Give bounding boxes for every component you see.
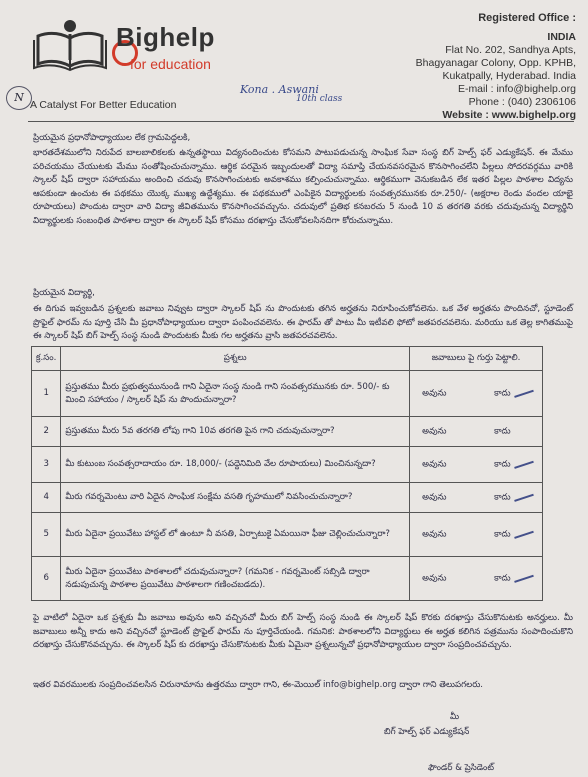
row-question: ప్రస్తుతము మీరు ప్రభుత్వమునుండి గాని ఏదైనా సంస్థ నుండి గాని సంవత్సరమునకు రూ. 500/- కు మించి సహాయం / స్కాలర్ షిప్ ను పొందుచున్నారా? xyxy=(61,371,410,417)
signoff-yours: మీ xyxy=(450,712,460,722)
header-serial: క్ర.సం. xyxy=(32,347,61,371)
answer-no-option[interactable]: కాదు xyxy=(494,388,511,398)
row-answer-cell xyxy=(410,447,543,483)
address-line: Bhagyanagar Colony, Opp. KPHB, xyxy=(415,57,576,69)
bighelp-logo-icon xyxy=(30,16,110,74)
tagline: A Catalyst For Better Education xyxy=(30,99,177,111)
header-questions: ప్రశ్నలు xyxy=(61,347,410,371)
address-line: Kukatpally, Hyderabad. India xyxy=(442,70,576,82)
table-row xyxy=(32,483,543,513)
circled-letter-mark: N xyxy=(6,86,32,110)
answer-yes-option[interactable]: అవును xyxy=(422,573,447,583)
answer-yes-option[interactable]: అవును xyxy=(422,529,447,539)
row-question: మీరు ఏదైనా ప్రయివేటు హాస్టల్ లో ఉంటూ నీ వసతి, ఏర్పాటుకై ఏమయినా ఫీజు చెల్లించుచున్నారా? xyxy=(61,513,410,557)
table-row xyxy=(32,417,543,447)
row-serial: 2 xyxy=(32,417,61,447)
answer-no-option[interactable]: కాదు xyxy=(494,492,511,502)
signoff-title: ఫౌండర్ & ప్రెసిడెంట్ xyxy=(428,763,494,773)
answer-yes-option[interactable]: అవును xyxy=(422,492,447,502)
tick-mark-icon xyxy=(514,460,534,468)
answer-no-option[interactable]: కాదు xyxy=(494,529,511,539)
salutation-student: ప్రియమైన విద్యార్థి, xyxy=(33,288,95,298)
phone-line: Phone : (040) 2306106 xyxy=(468,96,576,108)
row-question: మీరు ఏదైనా ప్రయివేటు పాఠశాలలో చదువుచున్నారా? (గమనిక - గవర్నమెంట్ సబ్సిడి ద్వారా నడుపుచున్న పాఠశాల ప్రయివేటు పాఠశాలగా గణించబడదు). xyxy=(61,557,410,601)
registered-office-label: Registered Office : xyxy=(478,12,576,24)
row-serial: 5 xyxy=(32,513,61,557)
registered-office-block xyxy=(416,12,576,122)
answer-yes-option[interactable]: అవును xyxy=(422,459,447,469)
brand-subtitle: for education xyxy=(130,56,211,72)
handwritten-name: Kona . Aswani xyxy=(240,83,319,96)
brand-name: Bighelp xyxy=(116,22,215,52)
header-divider xyxy=(28,121,574,122)
row-answer-cell xyxy=(410,371,543,417)
eligibility-table xyxy=(31,346,543,601)
address-line: INDIA xyxy=(547,31,576,43)
answer-yes-option[interactable]: అవును xyxy=(422,388,447,398)
address-line: Flat No. 202, Sandhya Apts, xyxy=(445,44,576,56)
row-question: మీ కుటుంబ సంవత్సరాదాయం రూ. 18,000/- (పద్దెనిమిది వేల రూపాయలు) మించినున్నదా? xyxy=(61,447,410,483)
intro-paragraph: భారతదేశములోని నిరుపేద బాలబాలికలకు ఉన్నతస్థాయి విద్యనందించుట కోసమని పాటుపడుచున్న సాంఘిక సేవా సంస్థ బిగ్ హెల్ప్ ఫర్ ఎడ్యుకేషన్. ఈ మేము పరిచయము చేయుటకు మేము సంతోషించుచున్నాము. ఆర్థిక పరమైన ఇబ్బందులతో విద్యా సమాప్తి చేయనవసరమైన కొనసాగించలేని పిల్లలు సోదరవర్గము వారికి స్కాలర్ షిప్ ద్వారా సహాయము అందించి చదువు కొనసాగించుటకు అవకాశము కల్పించుచున్నాము. ఆర్థికముగా వెనుకబడిన లేక ఇతర పిల్లల పాఠశాల విద్యను ఆపకుండా ఉంచుట ఈ పథకము యొక్క ముఖ్య ఉద్దేశ్యము. ఈ పథకములో ఎంపికైన విద్యార్థులకు సంవత్సరమునకు రూ.250/- (అక్షరాల రెండు వందల యాభై రూపాయలు) పొందుట ద్వారా వారి విద్యా జీవితమును కొనసాగించవచ్చును. చదువులో ప్రతిభ కనబరచు 5 నుండి 10 వ తరగతి వరకు చదువుచున్న విద్యార్థిని విద్యార్థులకు సంబంధిత పాఠశాల ద్వారా ఈ స్కాలర్ షిప్ కోసము దరఖాస్తు చేసుకోవలసినదిగా కోరుచున్నాము. xyxy=(33,148,573,226)
table-row xyxy=(32,513,543,557)
tick-mark-icon xyxy=(514,493,534,501)
instructions-paragraph: ఈ దిగువ ఇవ్వబడిన ప్రశ్నలకు జవాబు నివ్వుట ద్వారా స్కాలర్ షిప్ ను పొందుటకు తగిన అర్హతను నిరూపించుకోవలెను. ఒక వేళ అర్హతను పొందినచో, స్టూడెంట్ ప్రొఫైల్ ఫారమ్ ను పూర్తి చేసి మీ ప్రధానోపాధ్యాయుల ద్వారా పంపించవలెను. ఈ ఫారమ్ తో పాటు మీ ఇటీవలి ఫోటో జతపరచవలెను. మరియు ఒక తెల్ల కాగితముపై ఈ స్కాలర్ షిప్ బిగ్ హెల్ప్ సంస్థ నుండి పొందుటకు మీకు గల అర్హతను వ్రాసి జతపరచవలెను. xyxy=(33,304,573,342)
table-header-row xyxy=(32,347,543,371)
answer-yes-option[interactable]: అవును xyxy=(422,426,447,436)
signoff-organisation: బిగ్ హెల్ప్ ఫర్ ఎడ్యుకేషన్ xyxy=(384,727,470,737)
answer-no-option[interactable]: కాదు xyxy=(494,426,511,436)
row-answer-cell xyxy=(410,557,543,601)
answer-no-option[interactable]: కాదు xyxy=(494,573,511,583)
email-line: E-mail : info@bighelp.org xyxy=(457,83,576,95)
salutation-principal: ప్రియమైన ప్రధానోపాధ్యాయుల లేక గ్రామపెద్దలకి, xyxy=(33,133,191,143)
header-answers: జవాబులు పై గుర్తు పెట్టాలి. xyxy=(410,347,543,371)
row-question: మీరు గవర్నమెంటు వారి ఏదైన సాంఘిక సంక్షేమ వసతి గృహములో నివసించుచున్నారా? xyxy=(61,483,410,513)
row-serial: 6 xyxy=(32,557,61,601)
tick-mark-icon xyxy=(514,530,534,538)
row-serial: 3 xyxy=(32,447,61,483)
row-serial: 1 xyxy=(32,371,61,417)
row-answer-cell xyxy=(410,513,543,557)
row-question: ప్రస్తుతము మీరు 5వ తరగతి లోపు గాని 10వ తరగతి పైన గాని చదువుచున్నారా? xyxy=(61,417,410,447)
row-answer-cell xyxy=(410,417,543,447)
table-row xyxy=(32,447,543,483)
tick-mark-icon xyxy=(514,389,534,397)
table-row xyxy=(32,557,543,601)
table-row xyxy=(32,371,543,417)
disqualification-paragraph: పై వాటిలో ఏదైనా ఒక ప్రశ్నకు మీ జవాబు అవును అని వచ్చినచో మీరు బిగ్ హెల్ప్ సంస్థ నుండి ఈ స్కాలర్ షిప్ కొరకు దరఖాస్తు చేసుకొనుటకు అనర్హులు. మీ జవాబులు అన్నీ కాదు అని వచ్చినచో స్టూడెంట్ ప్రొఫైల్ ఫారమ్ ను పూర్తిచేయండి. గమనిక: పాఠశాలలోని విద్యార్థులు ఈ అర్హత కలిగిన పత్రమును సంపాదించుకొని దరఖాస్తు చేసుకొనవచ్చును. ఈ స్కాలర్ షిప్ కు దరఖాస్తు చేసుకొనుటకు మీకు ఏమైనా ప్రశ్నలున్నచో ప్రధానోపాధ్యాయుల ద్వారా సంప్రదించవచ్చును. xyxy=(33,613,573,651)
tick-mark-icon xyxy=(514,574,534,582)
answer-no-option[interactable]: కాదు xyxy=(494,459,511,469)
website-line: Website : www.bighelp.org xyxy=(442,109,576,121)
contact-paragraph: ఇతర వివరములకు సంప్రదించవలసిన చిరునామాను ఉత్తరము ద్వారా గాని, ఈ-మెయిల్ info@bighelp.org ద్వారా గాని తెలుపగలరు. xyxy=(33,680,484,690)
row-answer-cell xyxy=(410,483,543,513)
row-serial: 4 xyxy=(32,483,61,513)
handwritten-class: 10th class xyxy=(296,94,343,104)
